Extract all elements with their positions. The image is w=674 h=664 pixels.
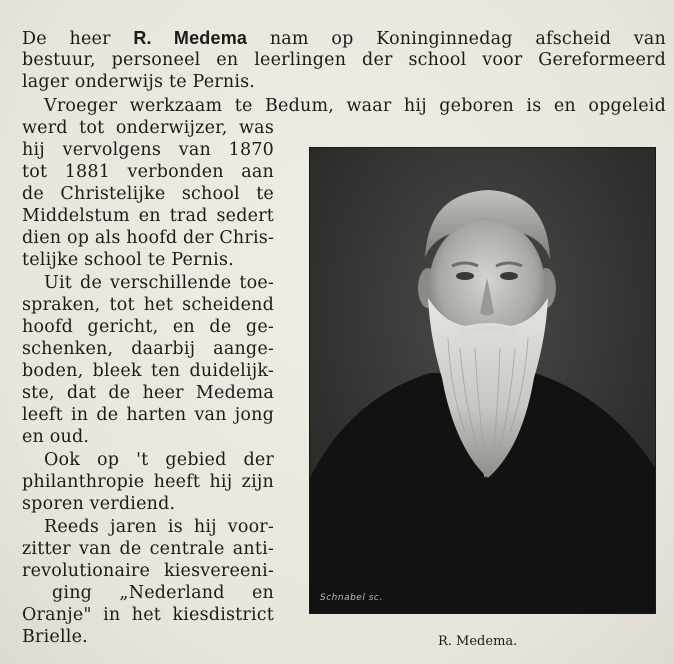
article-line: hoofd gericht, en de ge- — [22, 317, 274, 337]
article-line: Brielle. — [22, 627, 88, 647]
article-line: werd tot onderwijzer, was — [22, 118, 274, 138]
article-line: schenken, daarbij aange- — [22, 339, 274, 359]
article-line: dien op als hoofd der Chris- — [22, 228, 275, 248]
article-line: Vroeger werkzaam te Bedum, waar hij geboren is en opgeleid — [44, 96, 666, 116]
article-line: leeft in de harten van jong — [22, 405, 274, 425]
article-line: Reeds jaren is hij voor- — [44, 517, 274, 537]
article-line: lager onderwijs te Pernis. — [22, 72, 256, 92]
article-line: boden, bleek ten duidelijk- — [22, 361, 274, 381]
subject-name: R. Medema — [133, 28, 248, 48]
first-line-prefix: De heer — [22, 29, 134, 49]
photo-caption: R. Medema. — [438, 634, 518, 649]
article-line: ste, dat de heer Medema — [22, 383, 274, 403]
article-line: Oranje" in het kiesdistrict — [22, 605, 274, 625]
article-line: en oud. — [22, 427, 90, 447]
article-line: sporen verdiend. — [22, 494, 176, 514]
article-line: Ook op 't gebied der — [44, 450, 274, 470]
article-line: ging „Nederland en — [52, 583, 274, 603]
article-line: spraken, tot het scheidend — [22, 295, 274, 315]
article-line: philanthropie heeft hij zijn — [22, 472, 274, 492]
article-line: tot 1881 verbonden aan — [22, 162, 274, 182]
article-line: revolutionaire kiesvereeni- — [22, 561, 274, 581]
article-line: telijke school te Pernis. — [22, 250, 234, 270]
article-line: Uit de verschillende toe- — [44, 273, 274, 293]
article-line: Middelstum en trad sedert — [22, 206, 274, 226]
article-line: de Christelijke school te — [22, 184, 274, 204]
portrait-photo — [310, 148, 655, 613]
article-line: hij vervolgens van 1870 — [22, 140, 274, 160]
article-line: zitter van de centrale anti- — [22, 539, 274, 559]
article-first-line — [22, 28, 666, 49]
engraver-signature: Schnabel sc. — [320, 593, 383, 603]
first-line-suffix: nam op Koninginnedag afscheid van — [247, 29, 666, 49]
article-line: bestuur, personeel en leerlingen der school voor Gereformeerd — [22, 50, 666, 70]
portrait-illustration — [310, 148, 655, 613]
